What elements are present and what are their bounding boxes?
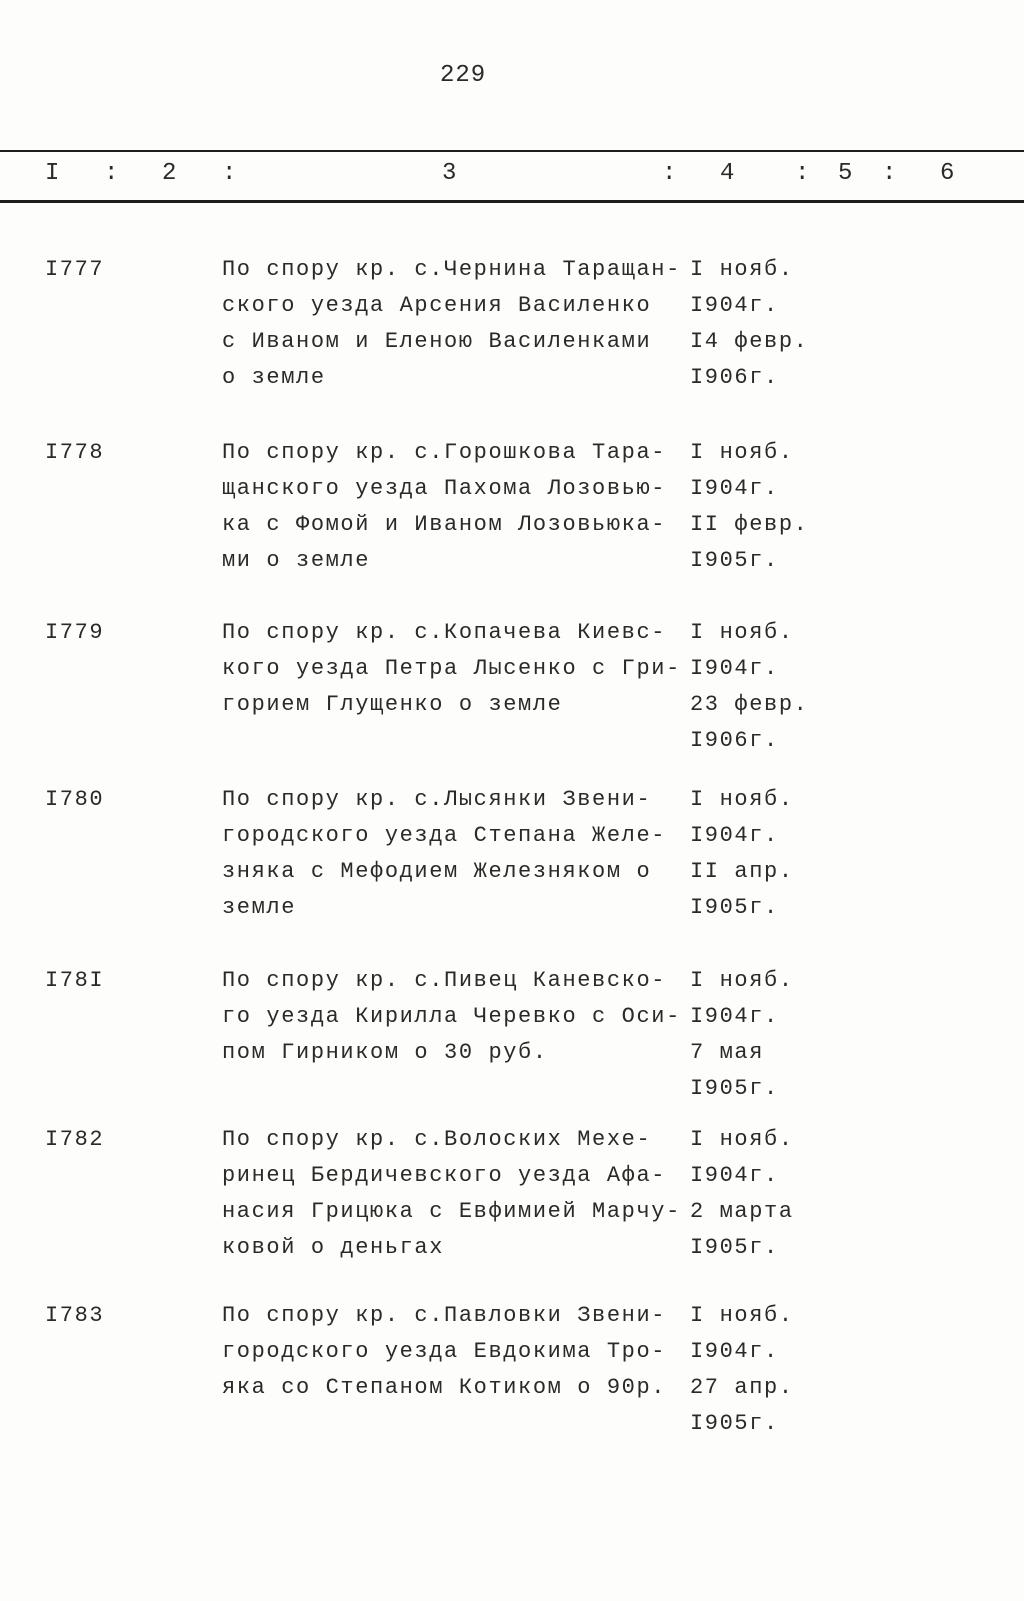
- date-line: I904г.: [690, 1163, 779, 1188]
- description-line: насия Грицюка с Евфимией Марчу-: [222, 1199, 681, 1224]
- date-line: 2 марта: [690, 1199, 794, 1224]
- column-separator: :: [882, 160, 897, 187]
- description-line: По спору кр. с.Волоских Мехе-: [222, 1127, 652, 1152]
- case-number: I777: [45, 257, 105, 282]
- description-line: о земле: [222, 365, 326, 390]
- column-separator: :: [795, 160, 810, 187]
- column-separator: :: [222, 160, 237, 187]
- date-line: 27 апр.: [690, 1375, 794, 1400]
- column-header-3: 3: [442, 160, 457, 187]
- description-line: По спору кр. с.Павловки Звени-: [222, 1303, 667, 1328]
- description-line: городского уезда Евдокима Тро-: [222, 1339, 667, 1364]
- description-line: ковой о деньгах: [222, 1235, 445, 1260]
- description-line: яка со Степаном Котиком о 90р.: [222, 1375, 667, 1400]
- column-header-5: 5: [838, 160, 853, 187]
- case-description: [222, 782, 666, 926]
- description-line: кого уезда Петра Лысенко с Гри-: [222, 656, 681, 681]
- date-line: I нояб.: [690, 257, 794, 282]
- description-line: По спору кр. с.Горошкова Тара-: [222, 440, 667, 465]
- header-top-rule: [0, 150, 1024, 152]
- description-line: По спору кр. с.Лысянки Звени-: [222, 787, 652, 812]
- description-line: По спору кр. с.Копачева Киевс-: [222, 620, 667, 645]
- date-line: I905г.: [690, 1411, 779, 1436]
- case-description: [222, 252, 681, 396]
- description-line: пом Гирником о 30 руб.: [222, 1040, 548, 1065]
- case-dates: [690, 615, 808, 759]
- case-number: I78I: [45, 968, 105, 993]
- date-line: I904г.: [690, 293, 779, 318]
- case-number: I778: [45, 440, 105, 465]
- description-line: зняка с Мефодием Железняком о: [222, 859, 652, 884]
- case-description: [222, 615, 681, 723]
- case-dates: [690, 252, 808, 396]
- date-line: I905г.: [690, 1235, 779, 1260]
- date-line: I4 февр.: [690, 329, 809, 354]
- description-line: ринец Бердичевского уезда Афа-: [222, 1163, 667, 1188]
- date-line: I906г.: [690, 365, 779, 390]
- case-number: I783: [45, 1303, 105, 1328]
- date-line: 23 февр.: [690, 692, 809, 717]
- case-description: [222, 963, 681, 1071]
- date-line: II февр.: [690, 512, 809, 537]
- column-header-1: I: [45, 160, 60, 187]
- case-description: [222, 1122, 681, 1266]
- date-line: I нояб.: [690, 1303, 794, 1328]
- date-line: I904г.: [690, 1339, 779, 1364]
- case-dates: [690, 963, 794, 1107]
- description-line: горием Глущенко о земле: [222, 692, 563, 717]
- case-dates: [690, 1122, 794, 1266]
- column-header-2: 2: [162, 160, 177, 187]
- date-line: I нояб.: [690, 968, 794, 993]
- date-line: I905г.: [690, 1076, 779, 1101]
- description-line: земле: [222, 895, 297, 920]
- column-header-4: 4: [720, 160, 735, 187]
- date-line: II апр.: [690, 859, 794, 884]
- date-line: I нояб.: [690, 787, 794, 812]
- date-line: I904г.: [690, 476, 779, 501]
- case-description: [222, 1298, 666, 1406]
- description-line: с Иваном и Еленою Василенками: [222, 329, 652, 354]
- page-number: 229: [440, 62, 487, 89]
- date-line: I905г.: [690, 895, 779, 920]
- date-line: I906г.: [690, 728, 779, 753]
- case-description: [222, 435, 666, 579]
- description-line: ского уезда Арсения Василенко: [222, 293, 652, 318]
- column-header-6: 6: [940, 160, 955, 187]
- date-line: 7 мая: [690, 1040, 765, 1065]
- date-line: I904г.: [690, 1004, 779, 1029]
- description-line: ка с Фомой и Иваном Лозовьюка-: [222, 512, 667, 537]
- description-line: По спору кр. с.Чернина Таращан-: [222, 257, 681, 282]
- description-line: го уезда Кирилла Черевко с Оси-: [222, 1004, 681, 1029]
- description-line: ми о земле: [222, 548, 371, 573]
- case-number: I779: [45, 620, 105, 645]
- date-line: I904г.: [690, 656, 779, 681]
- case-number: I780: [45, 787, 105, 812]
- case-dates: [690, 782, 794, 926]
- description-line: По спору кр. с.Пивец Каневско-: [222, 968, 667, 993]
- column-separator: :: [104, 160, 119, 187]
- case-dates: [690, 435, 808, 579]
- description-line: городского уезда Степана Желе-: [222, 823, 667, 848]
- description-line: щанского уезда Пахома Лозовью-: [222, 476, 667, 501]
- case-number: I782: [45, 1127, 105, 1152]
- case-dates: [690, 1298, 794, 1442]
- header-bottom-rule: [0, 200, 1024, 203]
- date-line: I нояб.: [690, 620, 794, 645]
- date-line: I нояб.: [690, 440, 794, 465]
- date-line: I нояб.: [690, 1127, 794, 1152]
- date-line: I905г.: [690, 548, 779, 573]
- column-separator: :: [662, 160, 677, 187]
- date-line: I904г.: [690, 823, 779, 848]
